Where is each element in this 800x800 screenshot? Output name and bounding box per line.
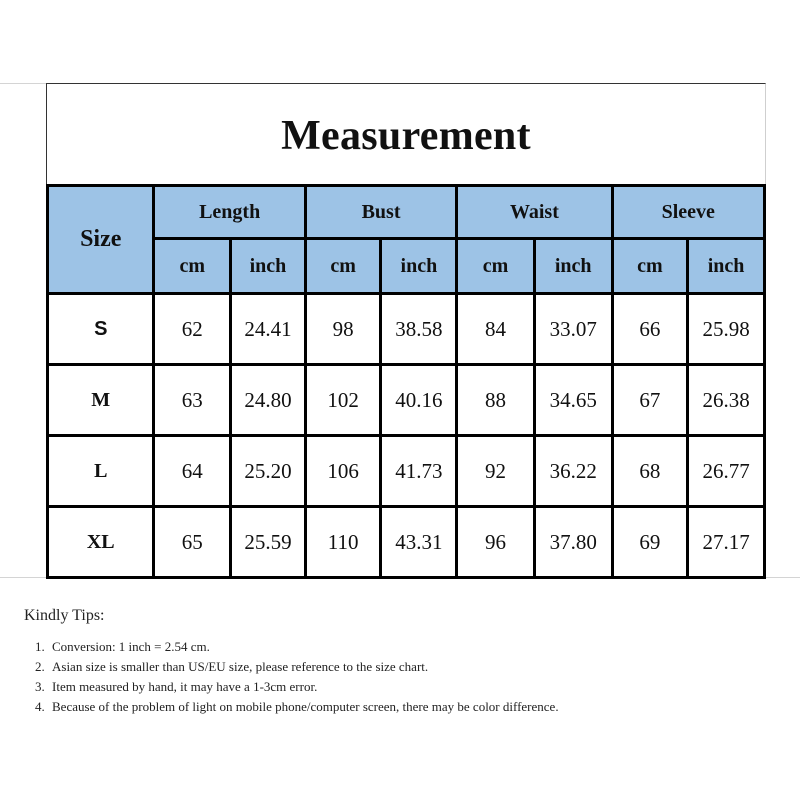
unit-header: cm [305,239,381,294]
table-cell: 65 [154,507,231,578]
group-header-bust: Bust [305,186,456,239]
header-row-units [48,239,765,294]
table-cell: 27.17 [688,507,765,578]
size-label: M [48,365,154,436]
table-cell: 106 [305,436,381,507]
table-cell: 25.20 [231,436,306,507]
group-header-waist: Waist [457,186,612,239]
table-cell: 25.59 [231,507,306,578]
size-header: Size [48,186,154,294]
table-cell: 84 [457,294,535,365]
table-cell: 110 [305,507,381,578]
tip-item: 2. Asian size is smaller than US/EU size, please reference to the size chart. [48,657,600,677]
table-row [48,436,765,507]
table-cell: 41.73 [381,436,457,507]
size-label: L [48,436,154,507]
table-cell: 33.07 [534,294,612,365]
unit-header: cm [457,239,535,294]
group-header-sleeve: Sleeve [612,186,764,239]
top-divider [0,83,46,84]
table-cell: 26.77 [688,436,765,507]
table-cell: 24.80 [231,365,306,436]
table-cell: 43.31 [381,507,457,578]
table-cell: 66 [612,294,688,365]
table-cell: 62 [154,294,231,365]
table-cell: 38.58 [381,294,457,365]
table-cell: 25.98 [688,294,765,365]
unit-header: inch [231,239,306,294]
table-row [48,507,765,578]
size-table [46,184,766,579]
unit-header: cm [154,239,231,294]
table-cell: 102 [305,365,381,436]
unit-header: inch [534,239,612,294]
size-label: XL [48,507,154,578]
table-cell: 92 [457,436,535,507]
tips-list [24,637,600,717]
unit-header: inch [688,239,765,294]
unit-header: inch [381,239,457,294]
unit-header: cm [612,239,688,294]
size-label: S [48,294,154,365]
table-cell: 63 [154,365,231,436]
table-cell: 26.38 [688,365,765,436]
tips-title: Kindly Tips: [24,607,105,624]
table-cell: 24.41 [231,294,306,365]
table-row [48,365,765,436]
table-cell: 69 [612,507,688,578]
table-cell: 88 [457,365,535,436]
header-row-groups [48,186,765,239]
table-cell: 98 [305,294,381,365]
table-cell: 68 [612,436,688,507]
size-chart [46,83,766,577]
table-cell: 34.65 [534,365,612,436]
table-cell: 37.80 [534,507,612,578]
table-row [48,294,765,365]
chart-title: Measurement [281,113,531,159]
table-cell: 96 [457,507,535,578]
title-box [46,83,766,185]
kindly-tips [24,607,600,717]
table-cell: 67 [612,365,688,436]
table-cell: 40.16 [381,365,457,436]
tip-item: 3. Item measured by hand, it may have a 1-3cm error. [48,677,600,697]
tip-item: 1. Conversion: 1 inch = 2.54 cm. [48,637,600,657]
table-cell: 36.22 [534,436,612,507]
table-cell: 64 [154,436,231,507]
group-header-length: Length [154,186,305,239]
tip-item: 4. Because of the problem of light on mobile phone/computer screen, there may be color difference. [48,697,600,717]
